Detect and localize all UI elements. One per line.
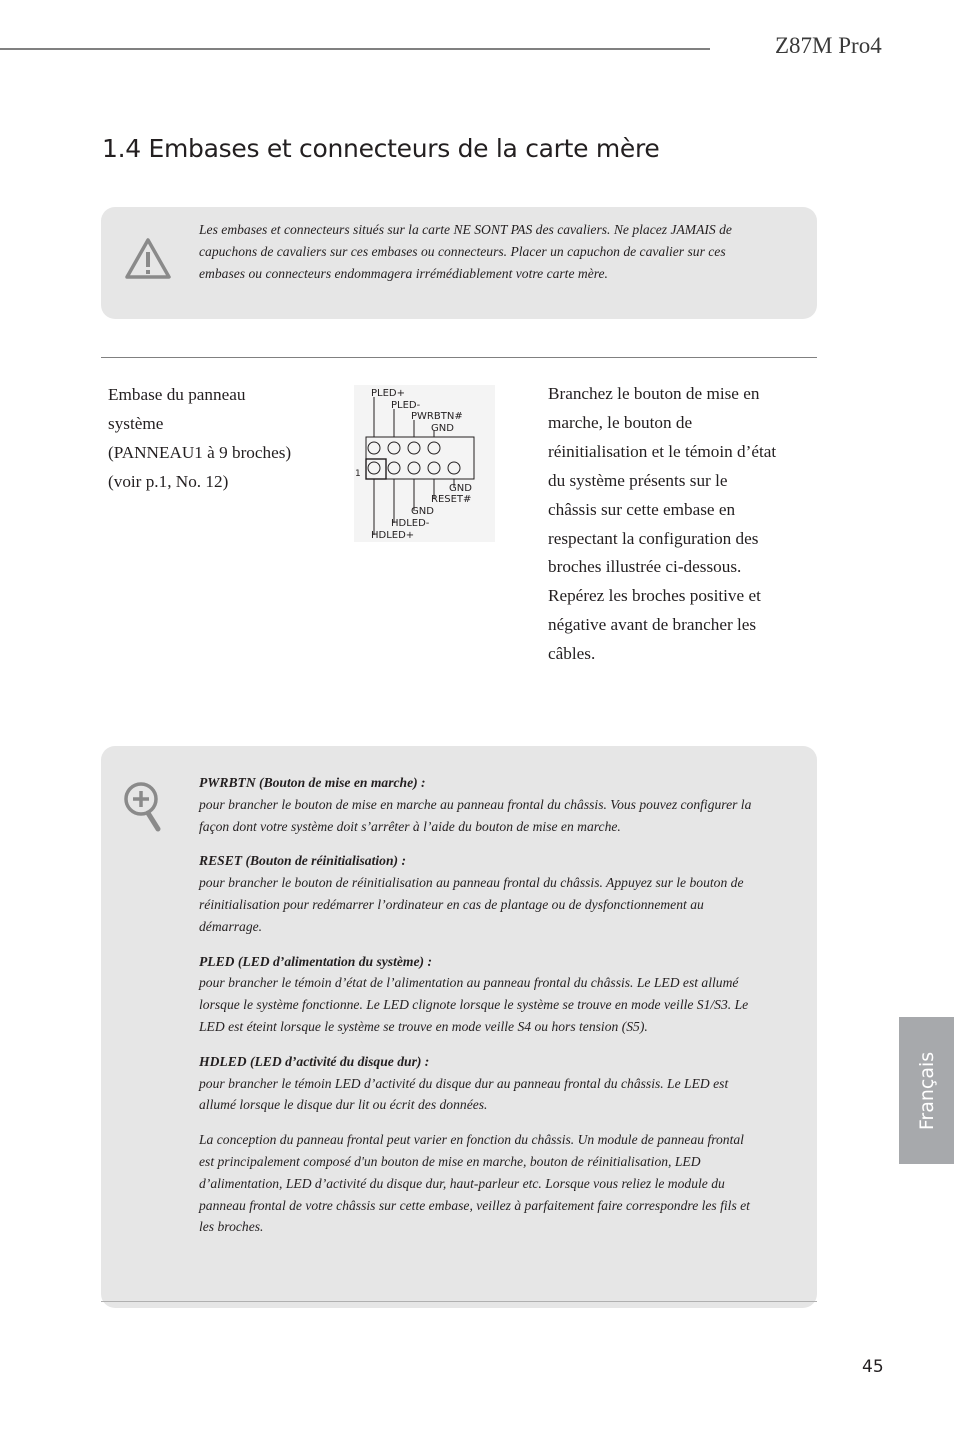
info-note: La conception du panneau frontal peut varier en fonction du châssis. Un module de panneau frontal est principalement composé d'un bouton de mise en marche, bouton de réinitialisation, LED d’alimentation, LED d’activité du disque dur, haut-parleur etc. Lorsque vous reliez le module du panneau frontal de votre châssis sur cette embase, veillez à parfaitement faire correspondre les fils et les broches.: [199, 1132, 750, 1235]
info-text: pour brancher le témoin LED d’activité du disque dur au panneau frontal du châssis. Le LED est allumé lorsque le disque dur lit ou écrit des données.: [199, 1075, 729, 1113]
connector-name-line: système: [108, 414, 164, 433]
info-text: pour brancher le bouton de mise en marche au panneau frontal du châssis. Vous pouvez configurer la façon dont votre système doit s’arrêter à l’aide du bouton de mise en marche.: [199, 796, 752, 834]
header-rule: [0, 48, 710, 50]
connector-name-line: (voir p.1, No. 12): [108, 472, 229, 491]
pin-label: RESET#: [431, 494, 472, 505]
pin-label: HDLED-: [391, 518, 430, 529]
info-item: [199, 772, 759, 837]
bottom-rule: [101, 1301, 817, 1302]
info-content: [199, 772, 759, 1251]
page-number: 45: [862, 1357, 884, 1377]
info-item: [199, 951, 759, 1038]
pin-label: PLED+: [371, 388, 405, 399]
model-name: Z87M Pro4: [775, 33, 882, 58]
info-text: pour brancher le témoin d’état de l’alimentation au panneau frontal du châssis. Le LED est allumé lorsque le système fonctionne. Le LED clignote lorsque le système se trouve en mode veille S1/S3. Le LED est éteint lorsque le système se trouve en mode veille S4 ou hors tension (S5).: [199, 975, 749, 1034]
pin-label: GND: [431, 423, 454, 434]
language-tab: [899, 1017, 954, 1164]
info-term: PLED (LED d’alimentation du système) :: [199, 953, 432, 969]
language-label: Français: [915, 1051, 938, 1130]
section-divider: [101, 357, 817, 358]
info-term: RESET (Bouton de réinitialisation) :: [199, 853, 406, 869]
pin-label: GND: [411, 506, 434, 517]
info-item: [199, 1051, 759, 1116]
warning-text: Les embases et connecteurs situés sur la carte NE SONT PAS des cavaliers. Ne placez JAMAIS de capuchons de cavaliers sur ces embases ou connecteurs. Placer un capuchon de cavalier sur ces embases ou connecteurs endommagera irrémédiablement votre carte mère.: [199, 222, 732, 281]
pin-label: HDLED+: [371, 530, 415, 541]
connector-description: Branchez le bouton de mise en marche, le bouton de réinitialisation et le témoin d’état du système présents sur le châssis sur cette embase en respectant la configuration des broches illustrée ci-dessous. Repérez les broches positive et négative avant de brancher les câbles.: [548, 384, 777, 664]
pin-label: GND: [449, 483, 472, 494]
section-title: 1.4 Embases et connecteurs de la carte mère: [102, 134, 660, 163]
info-term: PWRBTN (Bouton de mise en marche) :: [199, 775, 426, 790]
magnifier-plus-icon: [122, 780, 164, 832]
pin-label: PWRBTN#: [411, 411, 463, 422]
pin1-label: 1: [355, 469, 361, 479]
info-text: pour brancher le bouton de réinitialisation au panneau frontal du châssis. Appuyez sur le bouton de réinitialisation pour redémarrer l’ordinateur en cas de plantage ou de dysfonctionnement au démarrage.: [199, 875, 744, 934]
connector-name: [108, 380, 338, 496]
warning-triangle-icon: [124, 237, 172, 281]
pin-label: PLED-: [391, 400, 421, 411]
info-item: [199, 850, 759, 937]
info-term: HDLED (LED d’activité du disque dur) :: [199, 1053, 430, 1069]
connector-name-line: Embase du panneau: [108, 385, 246, 404]
connector-name-line: (PANNEAU1 à 9 broches): [108, 443, 292, 462]
panel-header-diagram: [354, 385, 495, 542]
